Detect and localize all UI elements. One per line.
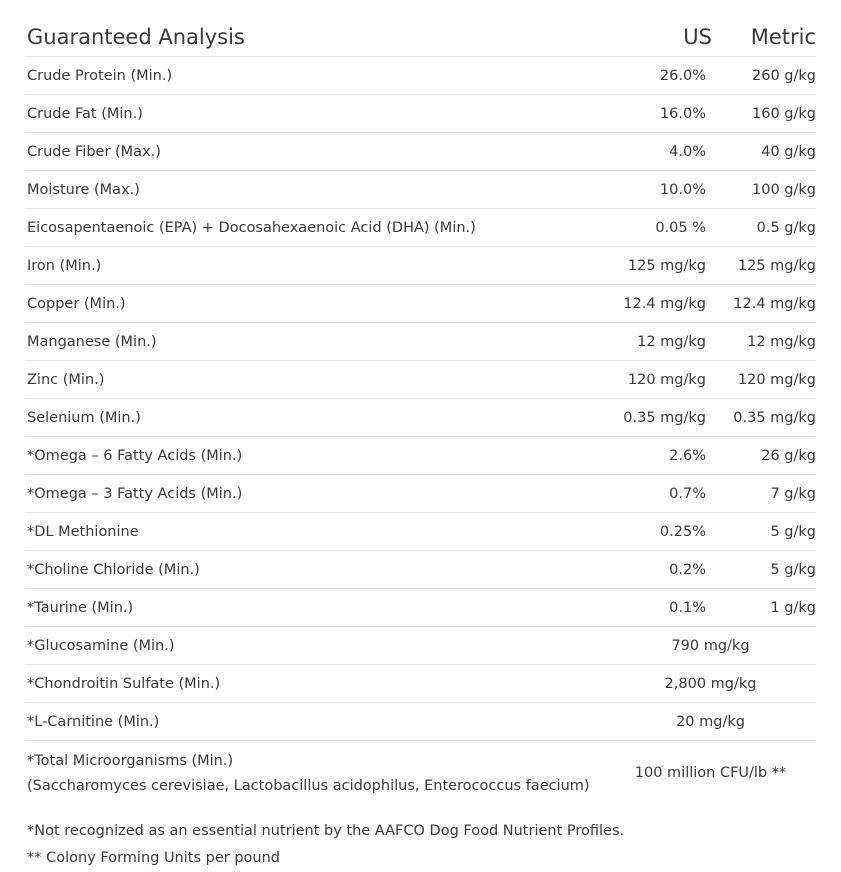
value-us: 0.2% xyxy=(605,551,712,589)
nutrient-name: Manganese (Min.) xyxy=(25,323,605,361)
value-us: 16.0% xyxy=(605,95,712,133)
nutrient-name: *Omega – 3 Fatty Acids (Min.) xyxy=(25,475,605,513)
nutrient-name: Selenium (Min.) xyxy=(25,399,605,437)
table-row-microorganisms xyxy=(25,741,816,806)
value-us: 0.7% xyxy=(605,475,712,513)
nutrient-name: *Total Microorganisms (Min.) xyxy=(27,752,234,769)
value-us: 4.0% xyxy=(605,133,712,171)
footnote-aafco: *Not recognized as an essential nutrient by the AAFCO Dog Food Nutrient Profiles. xyxy=(27,823,625,839)
value-us: 0.35 mg/kg xyxy=(605,399,712,437)
table-row xyxy=(25,589,816,627)
column-header-us: US xyxy=(605,18,712,57)
table-row xyxy=(25,171,816,209)
table-row xyxy=(25,551,816,589)
value-us: 125 mg/kg xyxy=(605,247,712,285)
table-row xyxy=(25,133,816,171)
nutrient-name: *Choline Chloride (Min.) xyxy=(25,551,605,589)
table-row xyxy=(25,95,816,133)
value-metric: 1 g/kg xyxy=(712,589,816,627)
nutrient-name: Crude Protein (Min.) xyxy=(25,57,605,95)
column-header-metric: Metric xyxy=(712,18,816,57)
nutrient-name: Crude Fat (Min.) xyxy=(25,95,605,133)
nutrient-name: Iron (Min.) xyxy=(25,247,605,285)
footnotes xyxy=(27,818,624,872)
table-row xyxy=(25,437,816,475)
table-row xyxy=(25,247,816,285)
value-metric: 26 g/kg xyxy=(712,437,816,475)
value-metric: 125 mg/kg xyxy=(712,247,816,285)
nutrient-name: Eicosapentaenoic (EPA) + Docosahexaenoic Acid (DHA) (Min.) xyxy=(25,209,605,247)
table-header-row xyxy=(25,18,816,57)
nutrient-name: Copper (Min.) xyxy=(25,285,605,323)
value-us: 10.0% xyxy=(605,171,712,209)
nutrient-name: *L-Carnitine (Min.) xyxy=(25,703,605,741)
value-metric: 7 g/kg xyxy=(712,475,816,513)
table-row-merged xyxy=(25,665,816,703)
value-us: 0.25% xyxy=(605,513,712,551)
table-row-merged xyxy=(25,703,816,741)
value-us: 2.6% xyxy=(605,437,712,475)
nutrient-name: *Chondroitin Sulfate (Min.) xyxy=(25,665,605,703)
table-row xyxy=(25,361,816,399)
table-row xyxy=(25,57,816,95)
footnote-cfu: ** Colony Forming Units per pound xyxy=(27,850,280,866)
value-combined: 100 million CFU/lb ** xyxy=(634,765,787,781)
table-row xyxy=(25,323,816,361)
nutrient-name: Zinc (Min.) xyxy=(25,361,605,399)
table-row xyxy=(25,513,816,551)
value-metric: 120 mg/kg xyxy=(712,361,816,399)
value-us: 12.4 mg/kg xyxy=(605,285,712,323)
nutrient-name: *DL Methionine xyxy=(25,513,605,551)
value-metric: 0.35 mg/kg xyxy=(712,399,816,437)
value-us: 12 mg/kg xyxy=(605,323,712,361)
nutrient-name: *Taurine (Min.) xyxy=(25,589,605,627)
table-row xyxy=(25,475,816,513)
value-combined: 2,800 mg/kg xyxy=(605,665,816,703)
nutrient-name: Moisture (Max.) xyxy=(25,171,605,209)
value-us: 120 mg/kg xyxy=(605,361,712,399)
value-metric: 160 g/kg xyxy=(712,95,816,133)
nutrient-name: Crude Fiber (Max.) xyxy=(25,133,605,171)
value-combined: 20 mg/kg xyxy=(605,703,816,741)
table-row-merged xyxy=(25,627,816,665)
table-row xyxy=(25,209,816,247)
value-us: 0.05 % xyxy=(605,209,712,247)
value-metric: 5 g/kg xyxy=(712,551,816,589)
guaranteed-analysis-table xyxy=(25,18,816,805)
value-metric: 100 g/kg xyxy=(712,171,816,209)
table-title: Guaranteed Analysis xyxy=(25,18,605,57)
value-metric: 5 g/kg xyxy=(712,513,816,551)
value-combined: 790 mg/kg xyxy=(605,627,816,665)
value-us: 26.0% xyxy=(605,57,712,95)
nutrient-name: *Glucosamine (Min.) xyxy=(25,627,605,665)
value-metric: 40 g/kg xyxy=(712,133,816,171)
value-us: 0.1% xyxy=(605,589,712,627)
nutrient-name: *Omega – 6 Fatty Acids (Min.) xyxy=(25,437,605,475)
value-metric: 260 g/kg xyxy=(712,57,816,95)
nutrient-subtext: (Saccharomyces cerevisiae, Lactobacillus acidophilus, Enterococcus faecium) xyxy=(27,777,590,794)
value-metric: 0.5 g/kg xyxy=(712,209,816,247)
value-metric: 12.4 mg/kg xyxy=(712,285,816,323)
table-row xyxy=(25,285,816,323)
table-row xyxy=(25,399,816,437)
value-metric: 12 mg/kg xyxy=(712,323,816,361)
nutrient-name-cell xyxy=(25,741,605,806)
